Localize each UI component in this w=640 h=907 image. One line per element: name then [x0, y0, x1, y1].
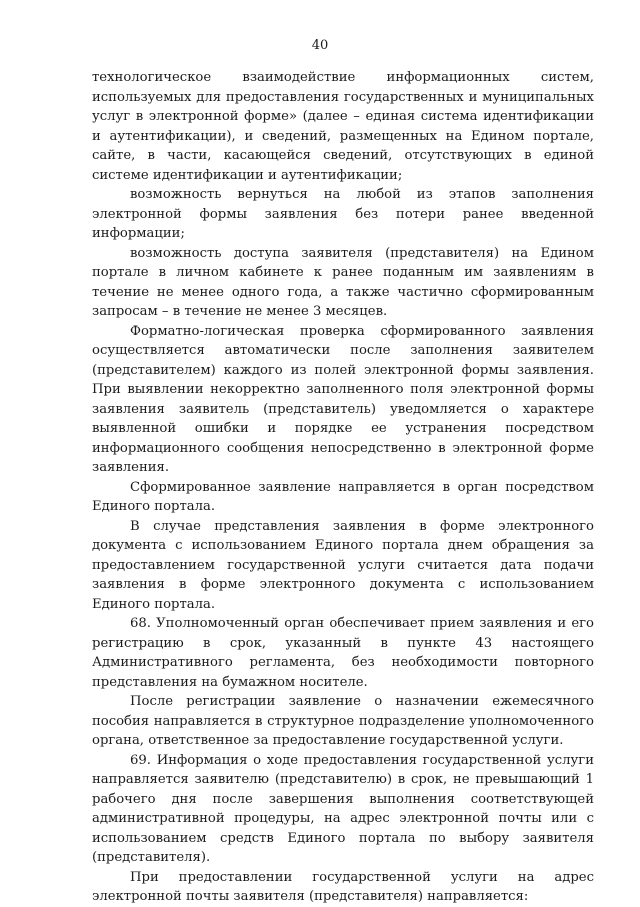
- paragraph-personal-account-access: возможность доступа заявителя (представителя) на Едином портале в личном кабинете к ранее поданным им заявлениям в течение не менее одного года, а также частично сформированным запросам – в течение не менее 3 месяцев.: [92, 245, 594, 319]
- paragraph-application-date: В случае представления заявления в форме электронного документа с использованием Единого портала днем обращения за предоставлением государственной услуги считается дата подачи заявления в форме электронного документа с использованием Единого портала.: [92, 518, 594, 612]
- document-body: [92, 68, 594, 907]
- paragraph-item-69: 69. Информация о ходе предоставления государственной услуги направляется заявителю (представителю) в срок, не превышающий 1 рабочего дня после завершения выполнения соответствующей административной процедуры, на адрес электронной почты или с использованием средств Единого портала по выбору заявителя (представителя).: [92, 752, 594, 865]
- paragraph-email-notification: При предоставлении государственной услуги на адрес электронной почты заявителя (представителя) направляется:: [92, 869, 594, 904]
- paragraph-return-to-step: возможность вернуться на любой из этапов заполнения электронной формы заявления без потери ранее введенной информации;: [92, 187, 594, 241]
- paragraph-submission: Сформированное заявление направляется в орган посредством Единого портала.: [92, 479, 594, 514]
- page-number: 40: [311, 38, 329, 53]
- paragraph-format-logic-check: Форматно-логическая проверка сформированного заявления осуществляется автоматически после заполнения заявителем (представителем) каждого из полей электронной формы заявления. При выявлении некорректно заполненного поля электронной формы заявления заявитель (представитель) уведомляется о характере выявленной ошибки и порядке ее устранения посредством информационного сообщения непосредственно в электронной форме заявления.: [92, 323, 594, 475]
- paragraph-item-68: 68. Уполномоченный орган обеспечивает прием заявления и его регистрацию в срок, указанный в пункте 43 настоящего Административного регламента, без необходимости повторного представления на бумажном носителе.: [92, 616, 594, 690]
- paragraph-continuation: технологическое взаимодействие информационных систем, используемых для предоставления государственных и муниципальных услуг в электронной форме» (далее – единая система идентификации и аутентификации), и сведений, размещенных на Едином портале, сайте, в части, касающейся сведений, отсутствующих в единой системе идентификации и аутентификации;: [92, 70, 594, 183]
- paragraph-after-registration: После регистрации заявление о назначении ежемесячного пособия направляется в структурное подразделение уполномоченного органа, ответственное за предоставление государственной услуги.: [92, 694, 594, 748]
